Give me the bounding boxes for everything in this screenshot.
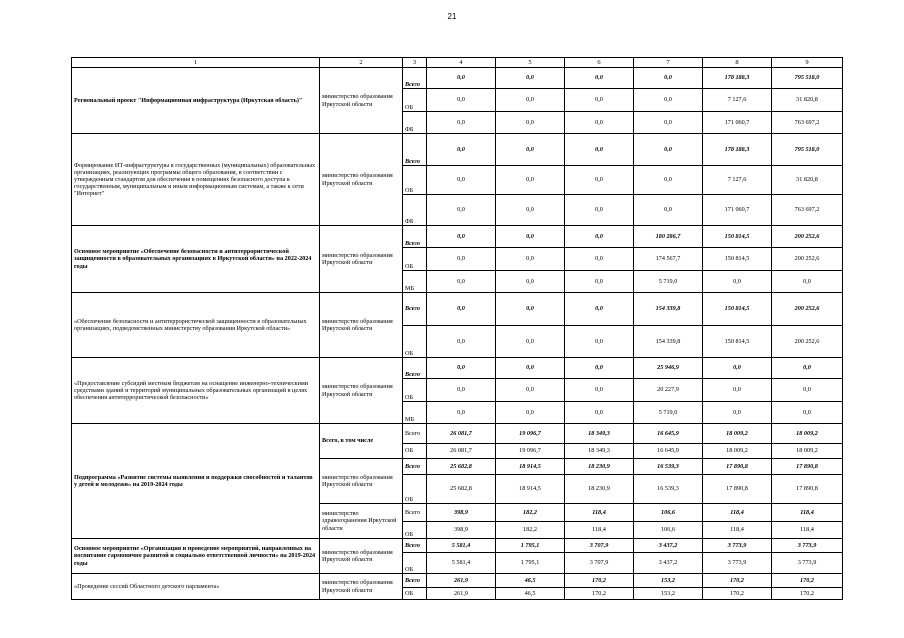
budget-value: 118,4 (772, 504, 843, 522)
budget-value: 5 719,0 (634, 402, 703, 424)
budget-value: 150 814,5 (703, 326, 772, 358)
budget-value: 0,0 (427, 226, 496, 248)
budget-value: 0,0 (427, 402, 496, 424)
budget-value: 200 252,6 (772, 226, 843, 248)
funding-source: Всего (403, 459, 427, 475)
budget-value: 0,0 (703, 402, 772, 424)
budget-value: 0,0 (565, 248, 634, 271)
budget-value: 5 719,0 (634, 271, 703, 293)
budget-value: 16 645,9 (634, 424, 703, 444)
budget-value: 18 009,2 (703, 444, 772, 459)
budget-value: 0,0 (427, 293, 496, 326)
budget-value: 0,0 (427, 195, 496, 226)
budget-value: 118,4 (772, 522, 843, 539)
budget-value: 200 252,6 (772, 326, 843, 358)
budget-value: 18 009,2 (703, 424, 772, 444)
funding-source: ОБ (403, 379, 427, 402)
budget-value: 3 437,2 (634, 539, 703, 553)
budget-value: 18 914,5 (496, 459, 565, 475)
funding-source: Всего (403, 293, 427, 326)
table-row (72, 226, 843, 248)
budget-value: 763 697,2 (772, 112, 843, 134)
budget-value: 25 682,8 (427, 459, 496, 475)
budget-value: 0,0 (634, 68, 703, 89)
budget-value: 0,0 (772, 379, 843, 402)
budget-value: 200 252,6 (772, 293, 843, 326)
budget-value: 0,0 (496, 248, 565, 271)
budget-value: 3 437,2 (634, 553, 703, 574)
program-name: Основное мероприятие «Обеспечение безопасности и антитеррористической защищенности в образовательных организациях в Иркутской области» на 2022-2024 годы (72, 226, 320, 293)
budget-value: 0,0 (565, 271, 634, 293)
funding-source: ОБ (403, 89, 427, 112)
funding-source: МБ (403, 271, 427, 293)
table-row (72, 539, 843, 553)
budget-value: 17 890,8 (772, 459, 843, 475)
budget-value: 0,0 (565, 112, 634, 134)
table-row (72, 358, 843, 379)
program-name: «Проведение сессий Областного детского парламента» (72, 574, 320, 600)
budget-value: 0,0 (634, 195, 703, 226)
executor: министерство образования Иркутской области (320, 134, 403, 226)
executor: министерство образования Иркутской области (320, 293, 403, 358)
executor: министерство образования Иркутской области (320, 226, 403, 293)
budget-value: 26 081,7 (427, 424, 496, 444)
budget-value: 25 946,9 (634, 358, 703, 379)
budget-value: 0,0 (427, 358, 496, 379)
funding-source: Всего (403, 226, 427, 248)
column-number: 3 (403, 58, 427, 68)
budget-value: 31 820,8 (772, 166, 843, 195)
funding-source: Всего (403, 68, 427, 89)
budget-value: 1 795,1 (496, 553, 565, 574)
column-number: 4 (427, 58, 496, 68)
column-number: 2 (320, 58, 403, 68)
budget-value: 0,0 (427, 134, 496, 166)
budget-value: 3 707,9 (565, 539, 634, 553)
executor: министерство образования Иркутской области (320, 459, 403, 504)
budget-value: 0,0 (703, 271, 772, 293)
funding-source: МБ (403, 402, 427, 424)
budget-value: 0,0 (634, 166, 703, 195)
budget-value: 16 539,3 (634, 475, 703, 504)
budget-value: 25 682,8 (427, 475, 496, 504)
budget-value: 7 127,6 (703, 166, 772, 195)
funding-source: ФБ (403, 195, 427, 226)
column-number: 7 (634, 58, 703, 68)
column-number: 6 (565, 58, 634, 68)
funding-source: ОБ (403, 588, 427, 600)
funding-source: Всего (403, 539, 427, 553)
budget-value: 150 814,5 (703, 248, 772, 271)
budget-value: 5 581,4 (427, 553, 496, 574)
budget-value: 118,4 (703, 504, 772, 522)
budget-value: 0,0 (496, 402, 565, 424)
budget-value: 0,0 (703, 379, 772, 402)
funding-source: ОБ (403, 444, 427, 459)
budget-value: 0,0 (496, 271, 565, 293)
budget-value: 0,0 (565, 134, 634, 166)
budget-value: 17 890,8 (703, 459, 772, 475)
budget-value: 1 795,1 (496, 539, 565, 553)
funding-source: Всего (403, 134, 427, 166)
table-row (72, 574, 843, 588)
funding-source: ОБ (403, 248, 427, 271)
column-number: 1 (72, 58, 320, 68)
budget-value: 0,0 (427, 68, 496, 89)
budget-value: 795 518,0 (772, 134, 843, 166)
budget-value: 0,0 (496, 293, 565, 326)
budget-value: 170,2 (703, 574, 772, 588)
executor: министерство образования Иркутской области (320, 539, 403, 574)
budget-value: 0,0 (427, 326, 496, 358)
budget-value: 154 339,8 (634, 326, 703, 358)
program-name: Формирование ИТ-инфраструктуры в государственных (муниципальных) образовательных организациях, реализующих программы общего образования, в соответствии с утвержденным стандартом для обеспечения в помещениях безопасного доступа к государственным, муниципальным и иным информационным системам, а также к сети "Интернет" (72, 134, 320, 226)
budget-value: 178 188,3 (703, 134, 772, 166)
budget-value: 170,2 (565, 588, 634, 600)
budget-value: 0,0 (634, 134, 703, 166)
budget-value: 182,2 (496, 504, 565, 522)
table-row (72, 134, 843, 166)
budget-value: 106,6 (634, 504, 703, 522)
budget-value: 19 096,7 (496, 424, 565, 444)
budget-value: 3 773,9 (703, 539, 772, 553)
funding-source: ОБ (403, 553, 427, 574)
budget-value: 0,0 (496, 226, 565, 248)
budget-value: 0,0 (772, 271, 843, 293)
budget-value: 16 645,9 (634, 444, 703, 459)
budget-value: 19 096,7 (496, 444, 565, 459)
budget-value: 18 230,9 (565, 475, 634, 504)
budget-value: 171 060,7 (703, 195, 772, 226)
budget-value: 18 009,2 (772, 444, 843, 459)
budget-value: 17 890,8 (772, 475, 843, 504)
budget-value: 0,0 (565, 226, 634, 248)
budget-value: 3 773,9 (703, 553, 772, 574)
budget-value: 0,0 (772, 358, 843, 379)
budget-value: 0,0 (427, 379, 496, 402)
budget-value: 0,0 (565, 68, 634, 89)
budget-value: 7 127,6 (703, 89, 772, 112)
budget-value: 763 697,2 (772, 195, 843, 226)
executor: Всего, в том числе (320, 424, 403, 459)
budget-value: 0,0 (565, 89, 634, 112)
budget-value: 18 009,2 (772, 424, 843, 444)
budget-value: 0,0 (427, 271, 496, 293)
budget-value: 118,4 (565, 522, 634, 539)
funding-source: Всего (403, 574, 427, 588)
program-name: Подпрограмма «Развитие системы выявления и поддержки способностей и талантов у детей и молодежи» на 2019-2024 годы (72, 424, 320, 539)
funding-source: ОБ (403, 326, 427, 358)
budget-value: 200 252,6 (772, 248, 843, 271)
budget-value: 17 890,8 (703, 475, 772, 504)
budget-table (71, 57, 843, 600)
budget-value: 398,9 (427, 504, 496, 522)
column-number: 5 (496, 58, 565, 68)
program-name: «Предоставление субсидий местным бюджетам на оснащение инженерно-техническими средствами зданий и территорий муниципальных образовательных организаций в целях обеспечения антитеррористической безопасности» (72, 358, 320, 424)
column-number: 8 (703, 58, 772, 68)
executor: министерство образования Иркутской области (320, 358, 403, 424)
budget-value: 0,0 (772, 402, 843, 424)
budget-value: 0,0 (496, 379, 565, 402)
budget-value: 0,0 (496, 166, 565, 195)
budget-value: 174 567,7 (634, 248, 703, 271)
budget-value: 150 814,5 (703, 293, 772, 326)
column-number-row (72, 58, 843, 68)
budget-value: 0,0 (565, 293, 634, 326)
budget-value: 3 773,9 (772, 539, 843, 553)
table-row (72, 293, 843, 326)
funding-source: Всего (403, 358, 427, 379)
budget-value: 46,5 (496, 588, 565, 600)
budget-value: 16 539,3 (634, 459, 703, 475)
budget-value: 0,0 (496, 326, 565, 358)
budget-value: 182,2 (496, 522, 565, 539)
budget-value: 118,4 (565, 504, 634, 522)
budget-value: 0,0 (496, 112, 565, 134)
budget-value: 261,9 (427, 574, 496, 588)
funding-source: ОБ (403, 166, 427, 195)
budget-value: 46,5 (496, 574, 565, 588)
budget-value: 3 707,9 (565, 553, 634, 574)
funding-source: ОБ (403, 522, 427, 539)
budget-value: 18 349,3 (565, 424, 634, 444)
budget-value: 0,0 (703, 358, 772, 379)
budget-value: 0,0 (565, 326, 634, 358)
budget-value: 0,0 (496, 358, 565, 379)
budget-value: 20 227,9 (634, 379, 703, 402)
budget-value: 106,6 (634, 522, 703, 539)
budget-value: 170,2 (772, 574, 843, 588)
budget-value: 0,0 (427, 166, 496, 195)
executor: министерство образования Иркутской области (320, 574, 403, 600)
executor: министерство здравоохранения Иркутской области (320, 504, 403, 539)
budget-value: 170,2 (703, 588, 772, 600)
budget-value: 0,0 (565, 358, 634, 379)
budget-value: 5 581,4 (427, 539, 496, 553)
table-row (72, 424, 843, 444)
budget-value: 0,0 (496, 89, 565, 112)
funding-source: Всего (403, 504, 427, 522)
program-name: «Обеспечение безопасности и антитеррористической защищенности в образовательных организациях, подведомственных министерству образования Иркутской области» (72, 293, 320, 358)
budget-value: 178 188,3 (703, 68, 772, 89)
budget-value: 153,2 (634, 588, 703, 600)
budget-value: 118,4 (703, 522, 772, 539)
budget-value: 170,2 (565, 574, 634, 588)
budget-value: 180 286,7 (634, 226, 703, 248)
budget-value: 398,9 (427, 522, 496, 539)
budget-value: 0,0 (565, 166, 634, 195)
program-name: Основное мероприятие «Организация и проведение мероприятий, направленных на воспитание гармонично развитой и социально ответственной личности» на 2019-2024 годы (72, 539, 320, 574)
budget-value: 0,0 (427, 248, 496, 271)
budget-value: 150 814,5 (703, 226, 772, 248)
budget-value: 0,0 (634, 89, 703, 112)
budget-value: 31 820,8 (772, 89, 843, 112)
program-name: Региональный проект "Информационная инфраструктура (Иркутская область)" (72, 68, 320, 134)
budget-value: 18 349,3 (565, 444, 634, 459)
budget-value: 18 914,5 (496, 475, 565, 504)
budget-value: 0,0 (565, 379, 634, 402)
table-row (72, 68, 843, 89)
budget-value: 170,2 (772, 588, 843, 600)
budget-value: 0,0 (634, 112, 703, 134)
budget-value: 0,0 (496, 134, 565, 166)
budget-value: 261,9 (427, 588, 496, 600)
column-number: 9 (772, 58, 843, 68)
funding-source: ОБ (403, 475, 427, 504)
budget-value: 171 060,7 (703, 112, 772, 134)
executor: министерство образования Иркутской области (320, 68, 403, 134)
budget-value: 0,0 (496, 68, 565, 89)
budget-value: 3 773,9 (772, 553, 843, 574)
page-number: 21 (447, 12, 457, 21)
budget-value: 26 081,7 (427, 444, 496, 459)
budget-value: 0,0 (427, 89, 496, 112)
budget-value: 154 339,8 (634, 293, 703, 326)
budget-value: 795 518,0 (772, 68, 843, 89)
funding-source: ФБ (403, 112, 427, 134)
funding-source: Всего (403, 424, 427, 444)
budget-value: 18 230,9 (565, 459, 634, 475)
budget-value: 0,0 (565, 195, 634, 226)
budget-value: 153,2 (634, 574, 703, 588)
budget-value: 0,0 (496, 195, 565, 226)
budget-value: 0,0 (565, 402, 634, 424)
budget-value: 0,0 (427, 112, 496, 134)
